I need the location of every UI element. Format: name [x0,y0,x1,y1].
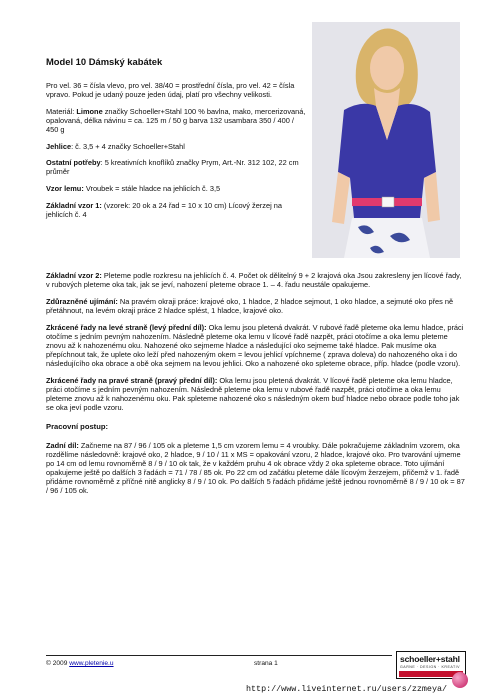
material-label: Materiál: [46,106,75,116]
material-text: značky Schoeller+Stahl 100 % bavlna, mako, mercerizovaná, opalovaná, délka návinu = ca. 125 m / 50 g barva 132 usambara 350 / 400 / 450 g [46,106,306,134]
back-piece-paragraph [46,441,466,496]
short-rows-right-paragraph [46,376,466,412]
source-watermark: http://www.liveinternet.ru/users/zzmeya/ [246,684,448,694]
material-name: Limone [76,106,103,116]
footer-page-number: strana 1 [254,660,278,667]
basic-pattern-1-label: Základní vzor 1: [46,200,102,210]
basic-pattern-1-paragraph [46,201,308,219]
other-supplies-paragraph [46,158,308,176]
needles-paragraph [46,142,308,151]
short-rows-left-label: Zkrácené řady na levé straně (levý přední díl): [46,322,207,332]
other-supplies-label: Ostatní potřeby [46,158,101,168]
basic-pattern-1-text: (vzorek: 20 ok a 24 řad = 10 x 10 cm) Lícový žerzej na jehlicích č. 4 [46,200,282,219]
footer-divider [46,655,392,656]
decrease-label: Zdůrazněné ujímání: [46,296,118,306]
instructions-column [46,271,466,503]
footer-website-link[interactable]: www.pletenie.u [69,660,114,667]
basic-pattern-2-text: Pleteme podle rozkresu na jehlicích č. 4. Počet ok dělitelný 9 + 2 krajová oka Jsou zakresleny jen lícové řady, v rubových pleteme oka tak, jak se jeví, nahození pleteme obrace 1. – 4. řadu neustále opakujeme. [46,271,462,290]
basic-pattern-2-paragraph [46,271,466,289]
short-rows-right-label: Zkrácené řady na pravé straně (pravý přední díl): [46,375,218,385]
footer-copyright-block [46,660,114,667]
back-piece-text: Začneme na 87 / 96 / 105 ok a pleteme 1,5 cm vzorem lemu = 4 vroubky. Dále pokračujeme základním vzorem, oka rozdělíme následovně: krajové oko, 2 hladce, 9 / 10 / 11 x MS = opakování vzoru, 2 hladce, krajové oko. Pro tvarování ujmeme po 14 cm od lemu rovnoměrně 8 / 9 / 10 ok tak, že v každém pruhu 4 ok obrace vždy 2 oka spleteme obrace. Toto ujímání opakujeme ještě po dalších 3 řadách = 71 / 78 / 85 ok. Po 22 cm od začátku pleteme dále lícovým žerzejem, přičemž v 1. řadě přidáme rovnoměrně z příčné nitě anglicky 8 / 9 / 10 ok. Po dalších 5 řadách přidáme ještě jednou rovnoměrně 8 / 9 / 10 ok = 87 / 96 / 105 ok. [46,441,465,496]
short-rows-left-text: Oka lemu jsou pletená dvakrát. V rubové řadě pleteme oka lemu hladce, práci otočíme s jedním pevným nahozením. Následně pleteme oka lemu v lícové řadě nazpět, práci otočíme a oka lemu pleteme znovu až k nahozenému oku. Nahozené oko sejmeme hladce a následující oko sejmeme také hladce. Pak musíme oka přepíchnout tak, že uplete oko leží před nahozeným okem = levou jehlicí vpíchneme ( zprava doleva) do nahozeného oka i do následujícího oka obrace a obě oka sejmem na levou jehlici. Oko a nahozené oko spleteme obrace, příp. hladce (podle vzoru). [46,322,464,368]
material-paragraph [46,107,308,134]
sizes-paragraph: Pro vel. 36 = čísla vlevo, pro vel. 38/40 = prostřední čísla, pro vel. 42 = čísla vpravo. Pokud je udaný pouze jeden údaj, platí pro všechny velikosti. [46,81,295,100]
hem-pattern-paragraph [46,184,308,193]
back-piece-label: Zadní díl: [46,441,79,450]
needles-text: : č. 3,5 + 4 značky Schoeller+Stahl [71,141,185,151]
model-photo [312,22,460,258]
logo-tagline: GARNE · DESIGN · KREATIV [400,665,461,669]
short-rows-left-paragraph [46,323,466,368]
document-title: Model 10 Dámský kabátek [46,56,163,67]
basic-pattern-2-label: Základní vzor 2: [46,271,102,280]
procedure-heading: Pracovní postup: [46,422,109,431]
decrease-paragraph [46,297,466,315]
logo-brand: schoeller+stahl [400,654,460,664]
hem-pattern-label: Vzor lemu: [46,184,84,194]
decrease-text: Na pravém okraji práce: krajové oko, 1 hladce, 2 hladce sejmout, 1 oko hladce, a sejmuté oko přes ně přetáhnout, na levém okraji práce 2 hladce splést, 1 hladce, krajové oko. [46,296,454,315]
yarn-ball-icon [452,672,468,688]
model-photo-illustration [312,22,460,258]
needles-label: Jehlice [46,141,72,151]
other-supplies-text: : 5 kreativních knoflíků značky Prym, Art.-Nr. 312 102, 22 cm průměr [46,158,299,177]
hem-pattern-text: Vroubek = stále hladce na jehlicích č. 3,5 [83,184,221,194]
short-rows-right-text: Oka lemu jsou pletená dvakrát. V lícové řadě pleteme oka lemu hladce, práci otočíme s jedním pevným nahozením. Následně pleteme oka lemu v rubové řadě nazpět, práci otočíme a oka lemu pleteme znovu až k nahozenému oku. Pak spleteme nahozené oko s následným okem buď hladce nebo obrace podle toho jak se oka jeví podle vzoru. [46,375,460,412]
intro-column [46,56,308,227]
footer-copyright: © 2009 [46,660,68,667]
